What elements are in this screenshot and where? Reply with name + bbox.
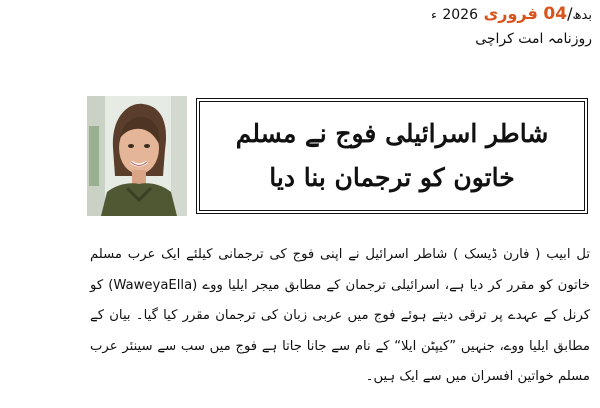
date-number: 04 bbox=[543, 4, 568, 24]
portrait-illustration bbox=[87, 96, 187, 216]
date-day: بدھ bbox=[572, 8, 592, 23]
portrait-photo bbox=[87, 96, 187, 216]
date-line bbox=[431, 4, 592, 26]
date-month: فروری bbox=[483, 4, 538, 23]
date-era: ء bbox=[431, 8, 437, 22]
newspaper-name: روزنامہ امت کراچی bbox=[475, 31, 592, 47]
headline-line-2: خاتون کو ترجمان بنا دیا bbox=[269, 163, 515, 192]
article-body bbox=[90, 240, 590, 393]
headline-box bbox=[196, 98, 588, 214]
masthead bbox=[431, 4, 592, 50]
date-separator: / bbox=[567, 4, 573, 23]
headline-line-1: شاطر اسرائیلی فوج نے مسلم bbox=[235, 119, 549, 148]
date-year: 2026 bbox=[442, 7, 478, 23]
article-paragraph: تل ابیب ( فارن ڈیسک ) شاطر اسرائیل نے اپنی فوج کی ترجمانی کیلئے ایک عرب مسلم خاتون کو مقرر کر دیا ہے، اسرائیلی ترجمان کے مطابق میجر ایلیا ووے (WaweyaElla) کو کرنل کے عہدے پر ترقی دیتے ہوئے فوج میں عربی زبان کی ترجمان مقرر کیا گیا۔ بیان کے مطابق ایلیا ووے، جنہیں ”کیپٹن ایلا“ کے نام سے جانا جاتا ہے فوج میں سب سے سینئر عرب مسلم خواتین افسران میں سے ایک ہیں۔ bbox=[90, 247, 590, 384]
